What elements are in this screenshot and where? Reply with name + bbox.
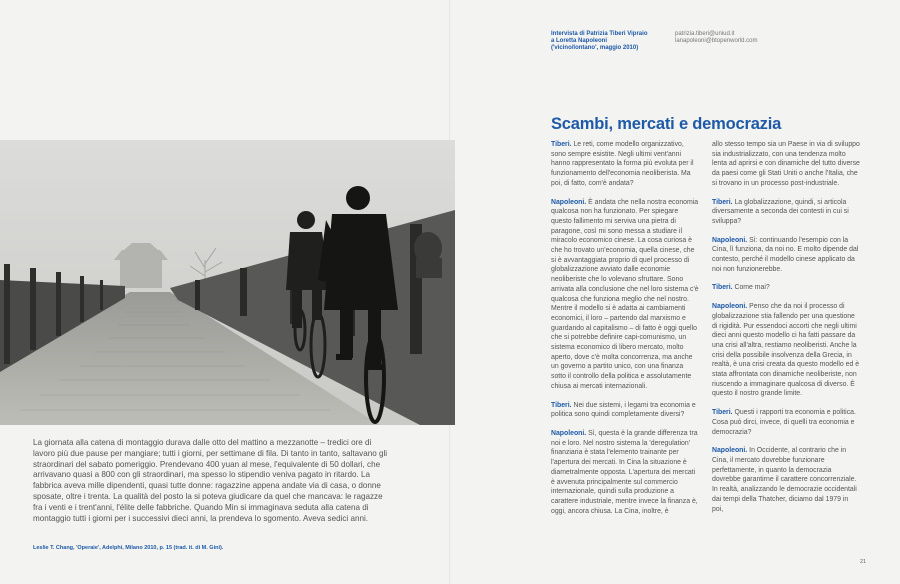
paragraph-text: Nei due sistemi, i legami tra economia e politica sono quindi completamente diversi?: [551, 401, 696, 419]
left-quote: [33, 438, 393, 524]
interview-paragraph: [712, 302, 860, 399]
email-2: lanapoleoni@btopenworld.com: [675, 38, 758, 45]
bridge-cyclists-photo: [0, 140, 455, 425]
paragraph-text: Le reti, come modello organizzativo, sono sempre esistite. Negli ultimi vent'anni hanno rappresentato la forma più evoluta per il funzionamento dell'economia neoliberista. Ma poi, di fatto, com'è andata?: [551, 141, 694, 187]
paragraph-text: In Occidente, al contrario che in Cina, il mercato dovrebbe funzionare perfettamente, in quanto la democrazia dovrebbe garantirne il carattere concorrenziale. In realtà, analizzando le democrazie occidentali dai tempi della Thatcher, diciamo dal 1979 in poi,: [712, 447, 857, 513]
speaker: Napoleoni.: [551, 198, 587, 206]
paragraph-text: Sì, questa è la grande differenza tra noi e loro. Nel nostro sistema la 'deregulation' finanziaria è stata l'elemento trainante per l'apertura dei mercati. In Cina la situazione è diametralmente opposta. L'apertura dei mercati è avvenuta principalmente sul commercio internazionale, quindi sulla produzione a carattere industriale, mentre invece la finanza è, oggi, ancora chiusa. La Cina, inoltre, è: [551, 429, 698, 515]
speaker: Napoleoni.: [712, 236, 748, 244]
speaker: Tiberi.: [712, 409, 733, 417]
contact-emails: [675, 31, 757, 45]
interview-paragraph: [551, 198, 699, 392]
paragraph-text: Questi i rapporti tra economia e politica. Cosa può dirci, invece, di quelli tra economia e democrazia?: [712, 409, 856, 436]
speaker: Tiberi.: [712, 198, 733, 206]
text-column-2: [712, 140, 860, 523]
interview-paragraph: [712, 140, 860, 189]
interview-paragraph: [551, 401, 699, 420]
paragraph-text: allo stesso tempo sia un Paese in via di sviluppo sia industrializzato, con una tendenza molto lenta ad aprirsi e con dinamiche del tutto diverse da paesi come gli Stati Uniti o anche l'Italia, che si trovano in un processo post-industriale.: [712, 141, 860, 187]
interview-meta: [551, 31, 647, 53]
interview-paragraph: [712, 198, 860, 227]
quote-text: La giornata alla catena di montaggio durava dalle otto del mattino a mezzanotte – tredici ore di lavoro più due pause per mangiare; tutti i giorni, per settimane di fila. Di tanto in tanto, saltavano gli straordinari del sabato pomeriggio. Prendevano 400 yuan al mese, l'equivalente di 50 dollari, che arrivavano quasi a 800 con gli straordinari, ma spesso lo stipendio veniva pagato in ritardo. La fabbrica aveva mille dipendenti, quasi tutte donne: ragazzine appena andate via di casa, o donne sposate, oltre i trenta. La qualità del posto la si poteva giudicare da quel che mancava: le ragazze fra i venti e i trent'anni, l'élite delle fabbriche. Quando Min si immaginava seduta alla catena di montaggio tutti i giorni per i successivi dieci anni, la prendeva lo sgomento. Aveva sedici anni.: [33, 438, 388, 523]
text-column-1: [551, 140, 699, 525]
article-title: Scambi, mercati e democrazia: [551, 115, 782, 133]
paragraph-text: La globalizzazione, quindi, si articola diversamente a seconda dei contesti in cui si sviluppa?: [712, 198, 849, 225]
speaker: Tiberi.: [712, 284, 733, 292]
speaker: Tiberi.: [551, 401, 572, 409]
paragraph-text: Sì: continuando l'esempio con la Cina, lì funziona, da noi no. E molto dipende dal contesto, perché il modello cinese applicato da noi non funzionerebbe.: [712, 236, 859, 273]
interview-paragraph: [712, 446, 860, 514]
quote-source: Leslie T. Chang, 'Operaie', Adelphi, Milano 2010, p. 15 (trad. it. di M. Gini).: [33, 545, 224, 551]
email-1: patrizia.tiberi@uniud.it: [675, 31, 735, 37]
meta-line-3: ('vicino/lontano', maggio 2010): [551, 45, 639, 52]
paragraph-text: È andata che nella nostra economia qualcosa non ha funzionato. Per spiegare questo fallimento mi serviva una pietra di paragone, così mi sono messa a studiare il miracolo economico cinese. La cosa curiosa è che ho trovato un'economia, quella cinese, che si è avvantaggiata proprio di quel processo di globalizzazione avviato dalle economie neoliberiste che lo volevano sfruttare. Sono arrivata alla conclusione che nel loro sistema c'è qualcosa che funziona meglio che nel nostro. Mentre il modello si è adatta ai cambiamenti economici, il loro – partendo dal marxismo e guardando al capitalismo – di fatto è oggi quello che si potrebbe definire capi-comunismo, un sistema economico di libero mercato, molto aperto, dove c'è molta concorrenza, ma anche un governo a partito unico, con una finanza sotto il controllo della politica e assolutamente chiusa ai mercati internazionali.: [551, 198, 699, 390]
interview-paragraph: [551, 429, 699, 516]
speaker: Napoleoni.: [712, 447, 748, 455]
interview-paragraph: [712, 283, 860, 293]
meta-line-1: Intervista di Patrizia Tiberi Vipraio: [551, 31, 648, 37]
interview-paragraph: [712, 408, 860, 437]
interview-paragraph: [712, 236, 860, 275]
meta-line-2: a Loretta Napoleoni: [551, 38, 608, 45]
interview-paragraph: [551, 140, 699, 189]
speaker: Napoleoni.: [712, 303, 748, 311]
speaker: Napoleoni.: [551, 429, 587, 437]
speaker: Tiberi.: [551, 141, 572, 148]
page-number: 21: [860, 559, 867, 565]
paragraph-text: Penso che da noi il processo di globalizzazione stia fallendo per una questione di rigidità. Pur essendoci accorti che negli ultimi dieci anni questo modello ci ha fatti passare da una crisi all'altra, restiamo neoliberisti. Anche la crisi della possibile insolvenza della Grecia, in realtà, è una crisi creata da questo modello ed è stata affrontata con dinamiche neoliberiste, non riuscendo a immaginare qualcosa di diverso. È questo il nostro grande limite.: [712, 303, 860, 398]
paragraph-text: Come mai?: [732, 284, 770, 292]
